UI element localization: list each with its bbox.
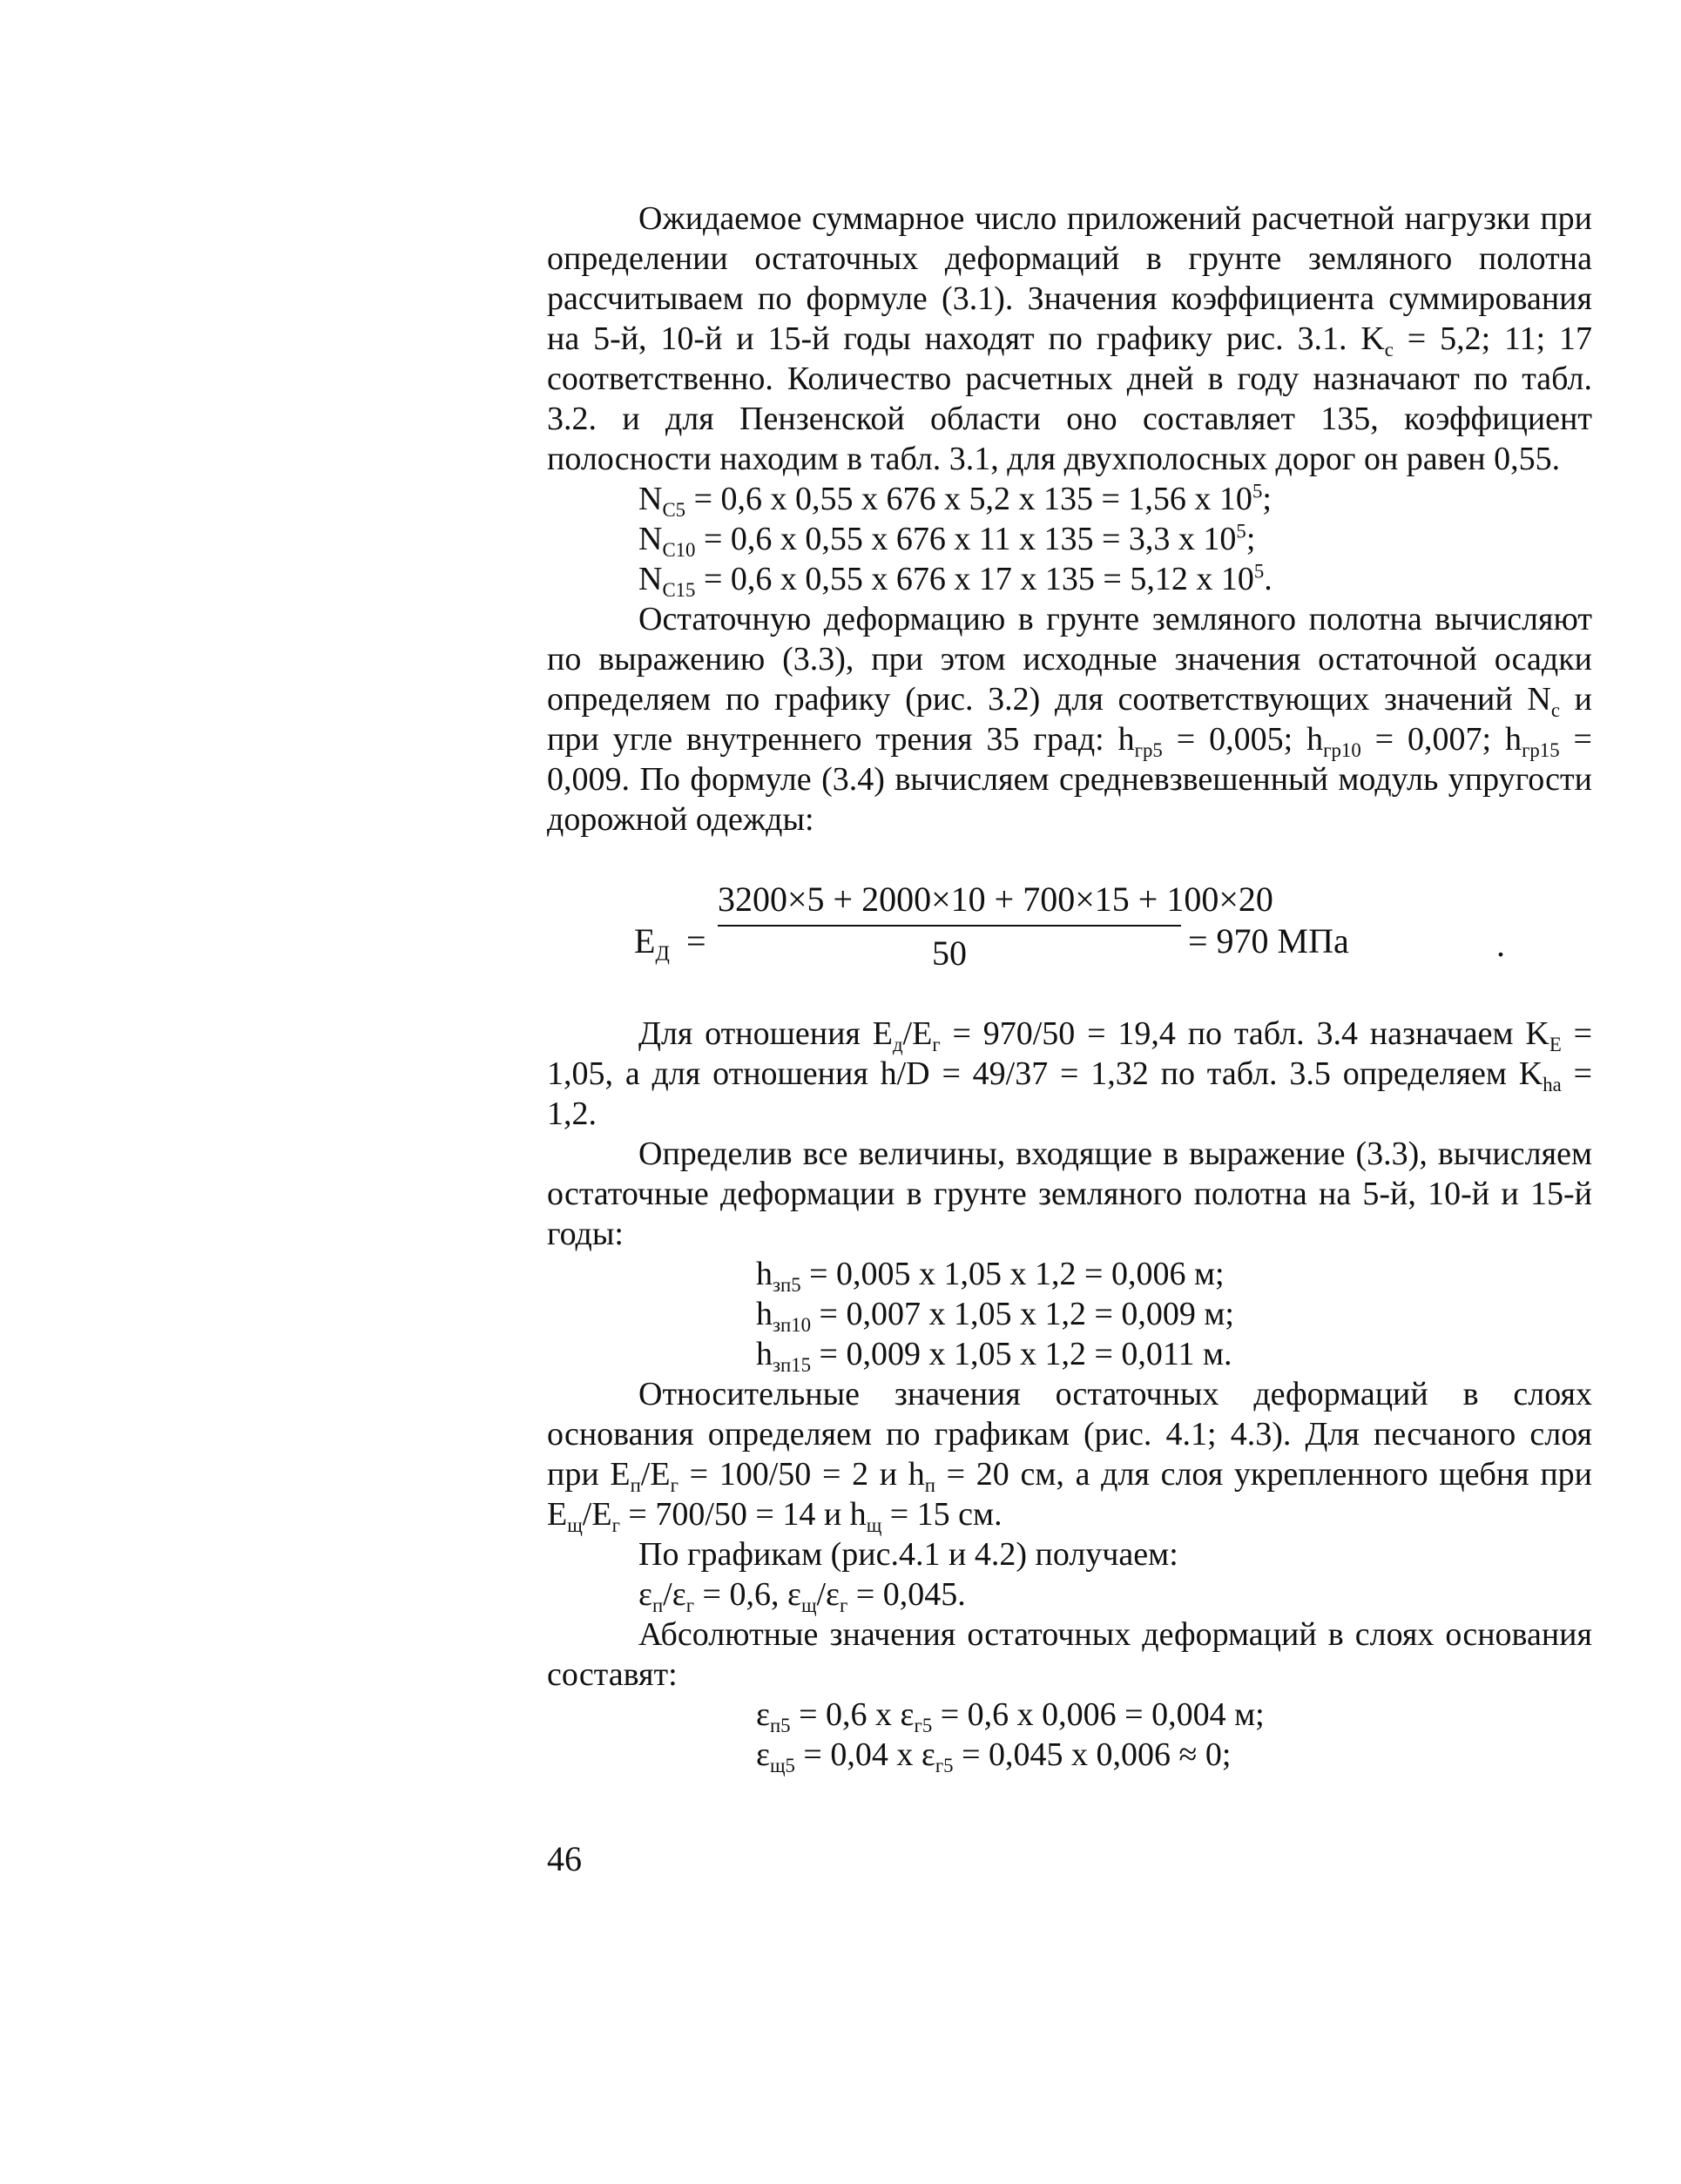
- fraction-bar: [718, 925, 1181, 927]
- subscript: гр5: [1134, 738, 1163, 761]
- paragraph-determined: Определив все величины, входящие в выражение (3.3), вычисляем остаточные деформации в грунте земляного полотна на 5-й, 10-й и 15-й годы:: [547, 1136, 1592, 1252]
- subscript: гр10: [1323, 738, 1361, 761]
- subscript: п: [924, 1473, 935, 1496]
- paragraph-relative-values: [547, 1374, 1592, 1534]
- paragraph-text: Относительные значения остаточных деформаций в слоях основания определяем по графикам (рис. 4.1; 4.3). Для песчаного слоя при E: [547, 1376, 1592, 1493]
- paragraph-text: /E: [902, 1015, 933, 1052]
- equation-h5: [547, 1254, 1592, 1294]
- formula-equals: =: [686, 921, 706, 961]
- subscript: C15: [662, 578, 696, 601]
- subscript: г: [670, 1473, 678, 1496]
- paragraph-text: = 970/50 = 19,4 по табл. 3.4 назначаем K: [940, 1015, 1549, 1052]
- symbol: N: [638, 521, 663, 557]
- subscript: C5: [662, 498, 686, 521]
- paragraph-text: Ожидаемое суммарное число приложений расчетной нагрузки при определении остаточных деформаций в грунте земляного полотна рассчитываем по формуле (3.1). Значения коэффициента суммирования на 5-й, 10-й и 15-й годы находят по графику рис. 3.1. K: [547, 200, 1592, 357]
- paragraph-summary-loads: [547, 199, 1592, 479]
- formula-result: = 970 МПа: [1188, 921, 1349, 961]
- equation-h15: [547, 1334, 1592, 1374]
- superscript: 5: [1236, 520, 1246, 543]
- subscript: щ: [800, 1594, 817, 1616]
- subscript: hа: [1543, 1073, 1562, 1095]
- paragraph-text: = 5,2; 11; 17 соответственно. Количество расчетных дней в году назначают по табл. 3.2. и для Пензенской области оно составляет 135, коэффициент полосности находим в табл. 3.1, для двухполосных дорог он равен 0,55.: [547, 320, 1593, 477]
- equation-expression: = 0,6 x 0,55 x 676 x 5,2 x 135 = 1,56 x 10: [685, 481, 1252, 517]
- symbol: ε: [638, 1576, 652, 1613]
- symbol: ε: [756, 1696, 770, 1733]
- paragraph-absolute-values: Абсолютные значения остаточных деформаций в слоях основания составят:: [547, 1616, 1592, 1693]
- paragraph-graphs: По графикам (рис.4.1 и 4.2) получаем:: [638, 1536, 1178, 1573]
- symbol: ε: [756, 1736, 770, 1773]
- symbol: h: [756, 1296, 773, 1332]
- equation-end: ;: [1246, 521, 1256, 557]
- equation-expression: /ε: [663, 1576, 686, 1613]
- paragraph-text: /E: [582, 1496, 612, 1533]
- paragraph-ratio: [547, 1014, 1592, 1134]
- symbol: h: [756, 1336, 773, 1372]
- modulus-formula: [547, 878, 1592, 1008]
- equation-expression: = 0,04 x ε: [794, 1736, 935, 1773]
- subscript: с: [1550, 698, 1560, 721]
- symbol: N: [638, 561, 663, 597]
- subscript: п: [651, 1594, 664, 1616]
- paragraph-text: = 20 см, а для слоя укрепленного щебня при E: [547, 1456, 1592, 1533]
- page-number: 46: [547, 1839, 582, 1878]
- paragraph-text: = 100/50 = 2 и h: [678, 1456, 925, 1493]
- equation-expression: = 0,6 x 0,55 x 676 x 17 x 135 = 5,12 x 10: [695, 561, 1254, 597]
- formula-lhs-subscript: Д: [655, 942, 670, 966]
- formula-denominator: 50: [932, 934, 967, 973]
- equation-nc5: [547, 479, 1592, 519]
- equation-nc10: [547, 519, 1592, 559]
- subscript: г5: [914, 1714, 933, 1736]
- subscript: зп15: [773, 1353, 812, 1376]
- paragraph-text: и при угле внутреннего трения 35 град: h: [547, 681, 1592, 758]
- equation-eps-sch5: [547, 1735, 1592, 1775]
- subscript: п: [630, 1473, 641, 1496]
- paragraph-text: = 700/50 = 14 и h: [619, 1496, 867, 1533]
- equation-expression: = 0,045 x 0,006 ≈ 0;: [953, 1736, 1232, 1773]
- symbol: h: [756, 1256, 773, 1292]
- superscript: 5: [1253, 560, 1265, 583]
- formula-lhs: [634, 921, 670, 966]
- paragraph-text: = 1,05, а для отношения h/D = 49/37 = 1,32 по табл. 3.5 определяем K: [547, 1015, 1592, 1092]
- equation-nc15: [547, 559, 1592, 599]
- subscript: щ: [567, 1513, 583, 1536]
- formula-dot: .: [1496, 925, 1505, 964]
- subscript: с: [1384, 338, 1394, 361]
- page-body: [547, 199, 1592, 1775]
- equation-expression: = 0,045.: [847, 1576, 966, 1613]
- subscript: г: [685, 1594, 695, 1616]
- subscript: щ5: [769, 1754, 795, 1776]
- subscript: г5: [935, 1754, 954, 1776]
- subscript: зп10: [773, 1313, 812, 1336]
- subscript: г: [932, 1033, 941, 1055]
- paragraph-text: = 0,009. По формуле (3.4) вычисляем средневзвешенный модуль упругости дорожной одежды:: [547, 721, 1592, 838]
- subscript: г: [840, 1594, 848, 1616]
- subscript: г: [611, 1513, 620, 1536]
- subscript: C10: [662, 538, 696, 561]
- equation-h10: [547, 1294, 1592, 1334]
- paragraph-text: = 0,005; h: [1162, 721, 1324, 758]
- equation-expression: = 0,6 x ε: [790, 1696, 915, 1733]
- paragraph-text: /E: [640, 1456, 671, 1493]
- equation-expression: = 0,6 x 0,55 x 676 x 11 x 135 = 3,3 x 10: [695, 521, 1237, 557]
- subscript: E: [1549, 1033, 1562, 1055]
- paragraph-text: = 15 см.: [881, 1496, 1003, 1533]
- equation-expression: = 0,6 x 0,006 = 0,004 м;: [932, 1696, 1265, 1733]
- equation-end: .: [1264, 561, 1273, 597]
- paragraph-residual-deformation: [547, 599, 1592, 839]
- equation-expression: /ε: [816, 1576, 840, 1613]
- paragraph-text: = 0,007; h: [1360, 721, 1522, 758]
- equation-expression: = 0,009 x 1,05 x 1,2 = 0,011 м.: [811, 1336, 1232, 1372]
- equation-expression: = 0,005 x 1,05 x 1,2 = 0,006 м;: [800, 1256, 1225, 1292]
- formula-lhs-symbol: E: [634, 921, 656, 961]
- paragraph-text: Для отношения E: [638, 1015, 893, 1052]
- equation-eps-n5: [547, 1695, 1592, 1735]
- equation-ratio: [547, 1574, 1592, 1614]
- subscript: зп5: [773, 1273, 801, 1296]
- paragraph-text: Остаточную деформацию в грунте земляного полотна вычисляют по выражению (3.3), при этом исходные значения остаточной осадки определяем по графику (рис. 3.2) для соответствующих значений N: [547, 601, 1592, 718]
- symbol: N: [638, 481, 663, 517]
- subscript: д: [892, 1033, 903, 1055]
- equation-expression: = 0,007 x 1,05 x 1,2 = 0,009 м;: [811, 1296, 1234, 1332]
- paragraph-text: = 1,2.: [547, 1055, 1592, 1132]
- equation-expression: = 0,6, ε: [694, 1576, 801, 1613]
- subscript: щ: [866, 1513, 882, 1536]
- subscript: гр15: [1522, 738, 1560, 761]
- subscript: п5: [769, 1714, 791, 1736]
- equation-end: ;: [1262, 481, 1272, 517]
- formula-numerator: 3200×5 + 2000×10 + 700×15 + 100×20: [718, 880, 1273, 919]
- superscript: 5: [1252, 480, 1263, 502]
